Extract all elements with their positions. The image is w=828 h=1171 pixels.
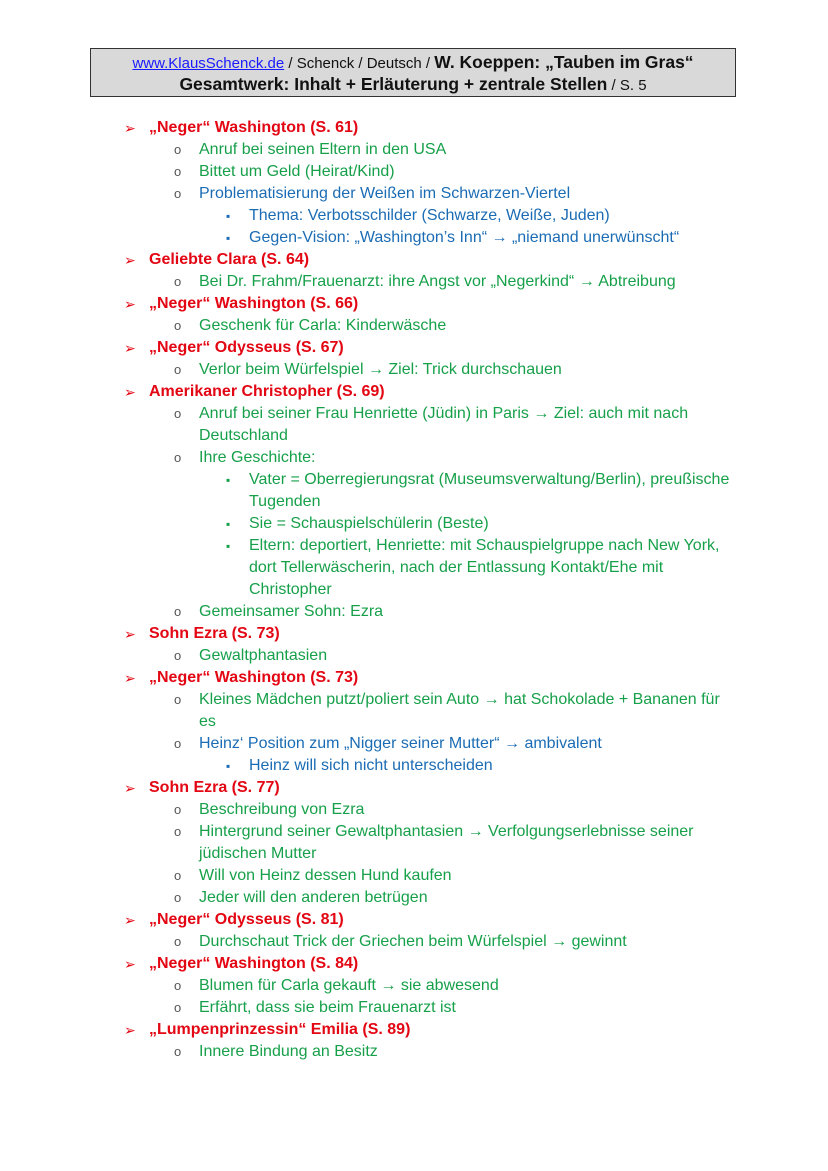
document-subtitle: Gesamtwerk: Inhalt + Erläuterung + zentrale Stellen (179, 74, 608, 94)
arrow-bullet-icon: ➢ (124, 120, 136, 136)
item-text: Ihre Geschichte: (199, 449, 316, 466)
document-title: W. Koeppen: „Tauben im Gras“ (434, 52, 694, 72)
item-text: Innere Bindung an Besitz (199, 1043, 378, 1060)
section-heading (0, 337, 828, 359)
list-item (0, 997, 724, 1019)
arrow-bullet-icon: ➢ (124, 626, 136, 642)
section-heading (0, 623, 828, 645)
square-bullet-icon: ▪ (226, 231, 231, 245)
item-text: Heinz will sich nicht unterscheiden (249, 757, 493, 774)
circle-bullet-icon: o (174, 1044, 182, 1059)
list-item (0, 161, 724, 183)
item-text: Jeder will den anderen betrügen (199, 889, 428, 906)
section-heading (0, 117, 828, 139)
item-text: „Neger“ Washington (S. 84) (149, 955, 359, 972)
circle-bullet-icon: o (174, 164, 182, 179)
circle-bullet-icon: o (174, 978, 182, 993)
circle-bullet-icon: o (174, 868, 182, 883)
section-heading (0, 909, 828, 931)
list-item (0, 975, 724, 997)
section-heading (0, 777, 828, 799)
circle-bullet-icon: o (174, 648, 182, 663)
arrow-bullet-icon: ➢ (124, 384, 136, 400)
circle-bullet-icon: o (174, 736, 182, 751)
item-text: Problematisierung der Weißen im Schwarzen-Viertel (199, 185, 571, 202)
header-line-2 (91, 74, 735, 96)
list-item (0, 755, 734, 777)
item-text: Vater = Oberregierungsrat (Museumsverwaltung/Berlin), preußische Tugenden (249, 471, 730, 510)
website-link[interactable]: www.KlausSchenck.de (132, 55, 285, 72)
circle-bullet-icon: o (174, 318, 182, 333)
item-text: Sohn Ezra (S. 77) (149, 779, 280, 796)
list-item (0, 799, 724, 821)
list-item (0, 733, 724, 755)
list-item (0, 931, 724, 953)
list-item (0, 513, 734, 535)
item-text: Eltern: deportiert, Henriette: mit Schauspielgruppe nach New York, dort Tellerwäscherin, nach der Entlassung Kontakt/Ehe mit Christopher (249, 537, 720, 598)
item-text: Gemeinsamer Sohn: Ezra (199, 603, 384, 620)
list-item (0, 139, 724, 161)
item-text: „Lumpenprinzessin“ Emilia (S. 89) (149, 1021, 411, 1038)
circle-bullet-icon: o (174, 1000, 182, 1015)
circle-bullet-icon: o (174, 802, 182, 817)
circle-bullet-icon: o (174, 274, 182, 289)
page-number: / S. 5 (607, 77, 647, 94)
circle-bullet-icon: o (174, 890, 182, 905)
section-heading (0, 667, 828, 689)
list-item (0, 359, 724, 381)
section-heading (0, 249, 828, 271)
item-text: Geliebte Clara (S. 64) (149, 251, 310, 268)
square-bullet-icon: ▪ (226, 473, 231, 487)
arrow-bullet-icon: ➢ (124, 252, 136, 268)
list-item (0, 403, 724, 447)
square-bullet-icon: ▪ (226, 759, 231, 773)
item-text: Hintergrund seiner Gewaltphantasien → Verfolgungserlebnisse seiner jüdischen Mutter (199, 823, 694, 862)
list-item (0, 271, 724, 293)
item-text: „Neger“ Washington (S. 61) (149, 119, 359, 136)
square-bullet-icon: ▪ (226, 517, 231, 531)
list-item (0, 821, 724, 865)
arrow-bullet-icon: ➢ (124, 956, 136, 972)
arrow-bullet-icon: ➢ (124, 340, 136, 356)
list-item (0, 469, 734, 513)
list-item (0, 887, 724, 909)
list-item (0, 535, 734, 601)
square-bullet-icon: ▪ (226, 539, 231, 553)
item-text: „Neger“ Washington (S. 66) (149, 295, 359, 312)
section-heading (0, 381, 828, 403)
circle-bullet-icon: o (174, 362, 182, 377)
item-text: Thema: Verbotsschilder (Schwarze, Weiße, Juden) (249, 207, 610, 224)
item-text: Blumen für Carla gekauft → sie abwesend (199, 977, 499, 994)
list-item (0, 227, 734, 249)
list-item (0, 1041, 724, 1063)
list-item (0, 645, 724, 667)
list-item (0, 601, 724, 623)
item-text: Gegen-Vision: „Washington’s Inn“ → „niemand unerwünscht“ (249, 229, 680, 246)
section-heading (0, 953, 828, 975)
circle-bullet-icon: o (174, 186, 182, 201)
item-text: Will von Heinz dessen Hund kaufen (199, 867, 452, 884)
section-heading (0, 293, 828, 315)
circle-bullet-icon: o (174, 604, 182, 619)
circle-bullet-icon: o (174, 450, 182, 465)
item-text: Erfährt, dass sie beim Frauenarzt ist (199, 999, 456, 1016)
item-text: Bei Dr. Frahm/Frauenarzt: ihre Angst vor „Negerkind“ → Abtreibung (199, 273, 676, 290)
outline-list (0, 117, 828, 1063)
arrow-bullet-icon: ➢ (124, 912, 136, 928)
circle-bullet-icon: o (174, 934, 182, 949)
item-text: Geschenk für Carla: Kinderwäsche (199, 317, 447, 334)
item-text: „Neger“ Odysseus (S. 81) (149, 911, 344, 928)
circle-bullet-icon: o (174, 692, 182, 707)
item-text: Amerikaner Christopher (S. 69) (149, 383, 385, 400)
list-item (0, 865, 724, 887)
list-item (0, 183, 724, 205)
section-heading (0, 1019, 828, 1041)
circle-bullet-icon: o (174, 406, 182, 421)
item-text: „Neger“ Odysseus (S. 67) (149, 339, 344, 356)
item-text: Sohn Ezra (S. 73) (149, 625, 280, 642)
list-item (0, 315, 724, 337)
list-item (0, 689, 724, 733)
item-text: Anruf bei seiner Frau Henriette (Jüdin) in Paris → Ziel: auch mit nach Deutschland (199, 405, 689, 444)
header-line-1 (91, 52, 735, 74)
item-text: Sie = Schauspielschülerin (Beste) (249, 515, 489, 532)
circle-bullet-icon: o (174, 824, 182, 839)
circle-bullet-icon: o (174, 142, 182, 157)
item-text: Gewaltphantasien (199, 647, 328, 664)
item-text: „Neger“ Washington (S. 73) (149, 669, 359, 686)
item-text: Verlor beim Würfelspiel → Ziel: Trick durchschauen (199, 361, 562, 378)
item-text: Beschreibung von Ezra (199, 801, 365, 818)
arrow-bullet-icon: ➢ (124, 670, 136, 686)
list-item (0, 205, 734, 227)
item-text: Durchschaut Trick der Griechen beim Würfelspiel → gewinnt (199, 933, 627, 950)
arrow-bullet-icon: ➢ (124, 780, 136, 796)
document-header (90, 48, 736, 97)
item-text: Kleines Mädchen putzt/poliert sein Auto → hat Schokolade + Bananen für es (199, 691, 720, 730)
item-text: Bittet um Geld (Heirat/Kind) (199, 163, 395, 180)
square-bullet-icon: ▪ (226, 209, 231, 223)
arrow-bullet-icon: ➢ (124, 1022, 136, 1038)
item-text: Heinz‘ Position zum „Nigger seiner Mutter“ → ambivalent (199, 735, 602, 752)
arrow-bullet-icon: ➢ (124, 296, 136, 312)
list-item (0, 447, 724, 469)
item-text: Anruf bei seinen Eltern in den USA (199, 141, 447, 158)
header-path: / Schenck / Deutsch / (284, 55, 435, 72)
